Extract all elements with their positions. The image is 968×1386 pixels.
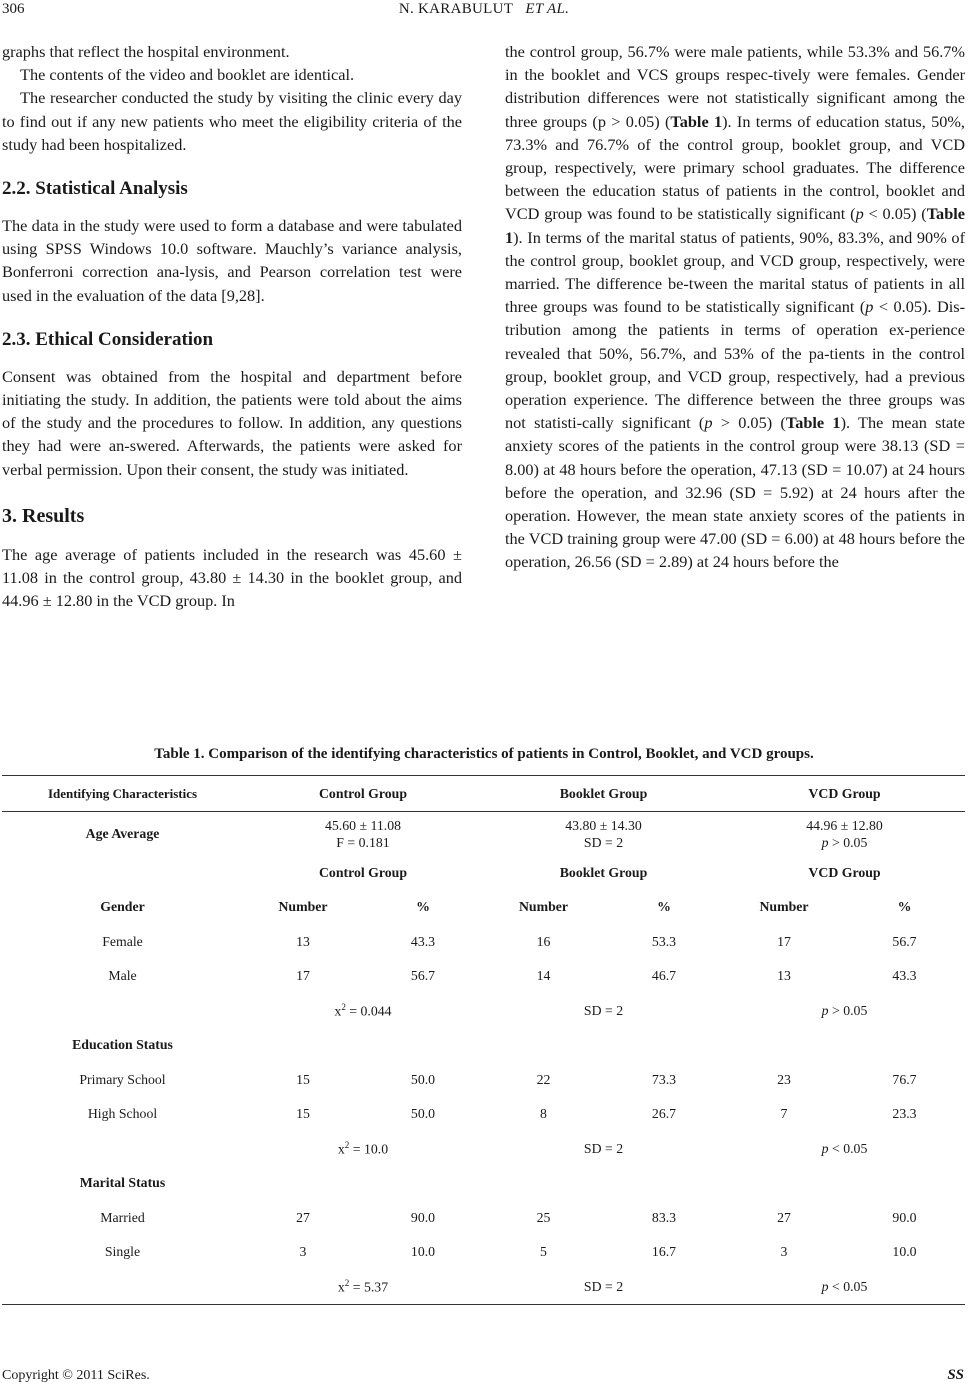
superscript: 2 xyxy=(341,1001,346,1012)
table-cell: % xyxy=(416,899,430,915)
cell-line: 45.60 ± 11.08 xyxy=(324,817,402,833)
table-cell: 22 xyxy=(536,1071,551,1087)
table-cell xyxy=(2,994,243,1029)
table-header-row xyxy=(2,776,965,812)
table-cell xyxy=(2,1270,243,1305)
table-cell: 14 xyxy=(536,968,551,984)
right-column xyxy=(505,40,965,574)
stat-cell xyxy=(724,1132,965,1167)
table-cell: Primary School xyxy=(79,1071,166,1087)
text-run: ). In terms of education status, 50%, 73.3% and 76.7% of the control group, booklet group, and VCD group, respectively, were primary school graduates. The difference between the education status of patients in the control, booklet and VCD group was found to be statistically significant ( xyxy=(505,111,965,224)
table-row xyxy=(2,959,965,994)
table-cell: 90.0 xyxy=(892,1209,917,1225)
table-group-row xyxy=(2,856,965,891)
cell-line: 43.80 ± 14.30 xyxy=(565,817,642,833)
table-cell: Married xyxy=(100,1209,145,1225)
table-cell: 8 xyxy=(540,1106,547,1122)
superscript: 2 xyxy=(344,1277,350,1288)
cell-text: > 0.05 xyxy=(828,834,868,850)
paragraph: graphs that reflect the hospital environment. xyxy=(2,42,290,61)
section-heading-statistical-analysis: 2.2. Statistical Analysis xyxy=(2,178,188,200)
table-cell: 16 xyxy=(536,933,551,949)
header-cell: Identifying Characteristics xyxy=(2,776,243,812)
stat-cell xyxy=(243,994,483,1029)
table-cell: 73.3 xyxy=(651,1071,677,1087)
table-cell: 56.7 xyxy=(892,933,917,949)
stat-cell: SD = 2 xyxy=(483,1270,724,1305)
text-run: ). The mean state anxiety scores of the patients in the control group were 38.13 (SD = 8.00) at 48 hours before the operation, 47.13 (SD = 10.07) at 24 hours before the operation, and 32.96 (SD = 5.92) at 24 hours after the operation. However, the mean state anxiety scores of the patients in the VCD training group were 47.00 (SD = 6.00) at 48 hours before the operation, 26.56 (SD = 2.89) at 24 hours before the xyxy=(505,413,965,572)
table-cell xyxy=(2,856,243,891)
copyright-notice: Copyright © 2011 SciRes. xyxy=(2,1368,150,1383)
table-cell: 46.7 xyxy=(651,968,677,984)
table-cell: 13 xyxy=(296,933,310,949)
table-cell: 26.7 xyxy=(651,1106,677,1122)
running-head-authors: N. KARABULUT xyxy=(398,1,514,17)
p-symbol: p xyxy=(865,297,874,317)
table-cell: 23.3 xyxy=(892,1106,917,1122)
table-cell: 5 xyxy=(540,1244,547,1260)
table-cell: 10.0 xyxy=(410,1244,436,1260)
group-cell: VCD Group xyxy=(808,864,881,880)
table-cell xyxy=(243,1166,965,1201)
table-cell xyxy=(243,812,483,856)
table-stats-row xyxy=(2,1132,965,1167)
table-subheader-row xyxy=(2,890,965,925)
stat-cell xyxy=(243,1270,483,1305)
stat-cell xyxy=(724,1270,965,1305)
table-row xyxy=(2,925,965,960)
table-cell: 7 xyxy=(780,1106,788,1122)
table-cell: 17 xyxy=(777,933,791,949)
section-label: Education Status xyxy=(72,1037,173,1053)
table-cell: 3 xyxy=(299,1244,307,1260)
text-run: > 0.05) ( xyxy=(712,413,786,433)
table-cell: 27 xyxy=(296,1209,310,1225)
table-cell: 56.7 xyxy=(410,968,436,984)
paragraph xyxy=(505,40,965,574)
table-cell: 76.7 xyxy=(892,1071,917,1087)
paragraph: The contents of the video and booklet are identical. xyxy=(20,65,355,85)
stat-cell xyxy=(243,1132,483,1167)
table-row xyxy=(2,1063,965,1098)
table-cell: 50.0 xyxy=(410,1106,436,1122)
paragraph: The age average of patients included in the research was 45.60 ± 11.08 in the control group, 43.80 ± 14.30 in the booklet group, and 44.96 ± 12.80 in the VCD group. In xyxy=(2,544,462,611)
p-symbol: p xyxy=(704,413,713,433)
chi-symbol: x xyxy=(337,1279,345,1295)
p-symbol: p xyxy=(855,204,864,224)
row-label: Age Average xyxy=(85,826,160,842)
page-footer xyxy=(0,1360,968,1384)
table-cell: Number xyxy=(278,899,328,915)
section-label: Marital Status xyxy=(79,1175,166,1191)
table-cell: Gender xyxy=(100,899,145,915)
table-cell: Number xyxy=(759,899,809,915)
cell-text: < 0.05 xyxy=(828,1140,868,1156)
table-cell: 90.0 xyxy=(410,1209,436,1225)
table-cell xyxy=(724,812,965,856)
table-cell: 16.7 xyxy=(651,1244,677,1260)
table-reference: Table 1 xyxy=(785,413,841,433)
table-cell: 3 xyxy=(780,1244,788,1260)
table-reference: Table 1 xyxy=(670,111,723,131)
table-cell: Male xyxy=(108,968,137,984)
table-section-row xyxy=(2,1028,965,1063)
section-heading-ethical-consideration: 2.3. Ethical Consideration xyxy=(2,328,214,350)
cell-text: > 0.05 xyxy=(828,1002,868,1018)
table-cell: 53.3 xyxy=(651,933,677,949)
text-run: ). In terms of the marital status of patients, 90%, 83.3%, and 90% of the control group, booklet group, and VCD group, respectively, were married. The difference be-tween the marital status of patients in all three groups was found to be statistically significant ( xyxy=(505,227,965,317)
table-cell xyxy=(483,812,724,856)
table-reference: Table 1 xyxy=(505,204,965,247)
section-heading-results: 3. Results xyxy=(2,504,85,527)
cell-line: 44.96 ± 12.80 xyxy=(806,817,883,833)
table-cell: % xyxy=(897,899,912,915)
table-cell: 83.3 xyxy=(651,1209,677,1225)
chi-symbol: x xyxy=(337,1141,345,1157)
table-cell xyxy=(2,1132,243,1167)
p-symbol: p xyxy=(821,834,829,850)
group-cell: Control Group xyxy=(318,864,408,880)
table-cell: 43.3 xyxy=(410,933,436,949)
table-cell: 17 xyxy=(296,968,310,984)
paragraph: Consent was obtained from the hospital and department before initiating the study. In addition, the patients were told about the aims of the study and the procedures to follow. In addition, any questions they had were an-swered. Afterwards, the patients were asked for verbal permission. Upon their consent, the study was initiated. xyxy=(2,366,462,479)
table-cell: 23 xyxy=(777,1071,791,1087)
superscript: 2 xyxy=(344,1139,350,1150)
table-cell: 27 xyxy=(777,1209,791,1225)
header-cell: Control Group xyxy=(243,776,483,812)
text-run: the control group, 56.7% were male patients, while 53.3% and 56.7% in the booklet and VCS groups respec-tively were females. Gender distribution differences were not statistically significant among the three groups (p > 0.05) ( xyxy=(505,42,965,131)
journal-abbreviation: SS xyxy=(947,1367,964,1383)
group-cell: Booklet Group xyxy=(559,864,648,880)
chi-symbol: x xyxy=(334,1003,342,1019)
table-cell: % xyxy=(657,899,671,915)
text-run: < 0.05). Dis-tribution among the patients in terms of operation ex-perience revealed that 50%, 56.7%, and 53% of the pa-tients in the control group, booklet group, and VCD group, respectively, had a previous operation experience. The difference between the three groups was not statisti-cally significant ( xyxy=(505,297,966,433)
table-stats-row xyxy=(2,1270,965,1305)
cell-text: = 10.0 xyxy=(349,1141,389,1157)
header-cell: Booklet Group xyxy=(483,776,724,812)
left-column xyxy=(2,40,462,612)
table-cell: 10.0 xyxy=(892,1244,917,1260)
cell-line: SD = 2 xyxy=(583,834,624,850)
p-symbol: p xyxy=(821,1002,829,1018)
table-cell: Number xyxy=(518,899,569,915)
table-cell: 15 xyxy=(296,1106,310,1122)
cell-text: = 0.044 xyxy=(345,1003,392,1019)
cell-text: = 5.37 xyxy=(349,1279,389,1295)
table-row xyxy=(2,1097,965,1132)
table-section-row xyxy=(2,1166,965,1201)
p-symbol: p xyxy=(821,1278,829,1294)
cell-line xyxy=(724,834,965,851)
header-cell: VCD Group xyxy=(724,776,965,812)
table-cell xyxy=(243,1028,965,1063)
table-row xyxy=(2,1235,965,1270)
page-number: 306 xyxy=(2,1,25,17)
table-cell: 15 xyxy=(296,1071,310,1087)
table-caption: Table 1. Comparison of the identifying characteristics of patients in Control, Booklet, and VCD groups. xyxy=(154,746,814,762)
text-run: < 0.05) ( xyxy=(863,204,927,224)
table-cell: High School xyxy=(87,1106,158,1122)
table-row xyxy=(2,812,965,856)
stat-cell xyxy=(724,994,965,1029)
table-cell: 13 xyxy=(777,968,791,984)
p-symbol: p xyxy=(821,1140,829,1156)
paragraph: The researcher conducted the study by visiting the clinic every day to find out if any new patients who meet the eligibility criteria of the study had been hospitalized. xyxy=(2,88,462,154)
paragraph: The data in the study were used to form a database and were tabulated using SPSS Windows 10.0 software. Mauchly’s variance analysis, Bonferroni correction ana-lysis, and Pearson correlation test were used in the evaluation of the data [9,28]. xyxy=(2,216,462,305)
page-header xyxy=(0,0,968,24)
running-head-et-al: ET AL. xyxy=(525,1,570,17)
table-cell: 25 xyxy=(536,1209,551,1225)
stat-cell: SD = 2 xyxy=(583,1140,624,1156)
running-head xyxy=(0,1,968,18)
table-cell: 43.3 xyxy=(892,968,917,984)
table-cell: 50.0 xyxy=(410,1071,436,1087)
cell-text: < 0.05 xyxy=(828,1278,868,1294)
table-cell: Single xyxy=(104,1244,141,1260)
table-row xyxy=(2,1201,965,1236)
table-cell: Female xyxy=(102,933,143,949)
stat-cell: SD = 2 xyxy=(583,1002,624,1018)
table-stats-row xyxy=(2,994,965,1029)
cell-line: F = 0.181 xyxy=(336,834,390,850)
characteristics-table xyxy=(2,775,965,1305)
